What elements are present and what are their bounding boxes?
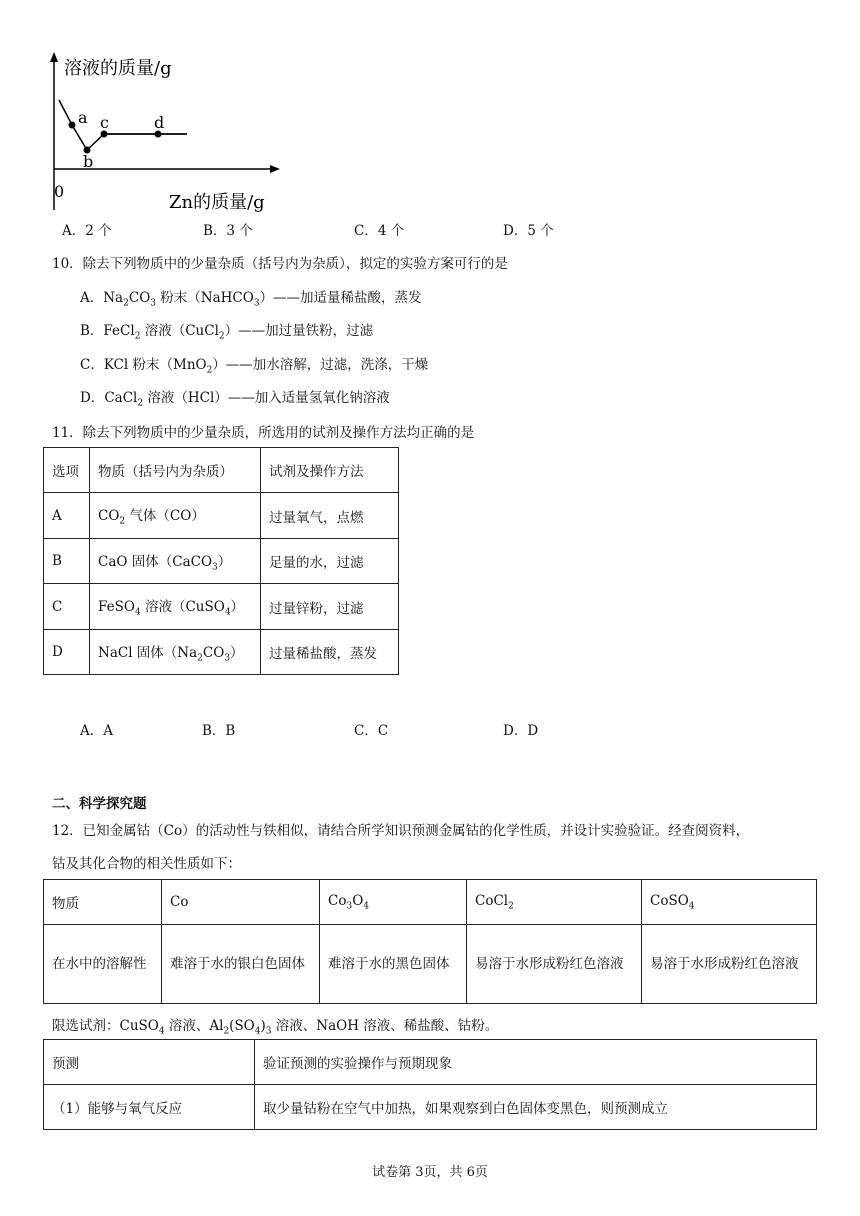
table1-co-solubility: 难溶于水的银白色固体 xyxy=(162,925,320,1004)
table-row xyxy=(44,925,817,1004)
table-row xyxy=(44,630,399,675)
q10-option-a[interactable]: A．$Na_2CO_3$ 粉末（NaHCO$_3$）——加适量稀盐酸，蒸发 xyxy=(80,290,422,309)
q10-option-d[interactable]: D．CaCl$_2$ 溶液（HCl）——加入适量氢氧化钠溶液 xyxy=(80,390,390,409)
reagents-line: 限选试剂：CuSO$_4$ 溶液、$Al_2(SO_4)_3$ 溶液、NaOH 溶液、稀盐酸、钴粉。 xyxy=(52,1018,499,1037)
table1-header-coso4: CoSO$_4$ xyxy=(642,880,817,925)
table2-header-prediction: 预测 xyxy=(44,1040,255,1085)
q11-header-substance: 物质（括号内为杂质） xyxy=(90,448,261,493)
graph-ylabel: 溶液的质量/g xyxy=(64,58,172,79)
q11-row-b-method: 足量的水，过滤 xyxy=(261,539,399,584)
q10-option-b[interactable]: B．FeCl$_2$ 溶液（CuCl$_2$）——加过量铁粉，过滤 xyxy=(80,323,374,342)
q11-choice-b[interactable]: B．B xyxy=(202,723,236,739)
q12-line1: 12．已知金属钴（Co）的活动性与铁相似，请结合所学知识预测金属钴的化学性质，并设计实验验证。经查阅资料， xyxy=(52,823,750,839)
q9-choice-a[interactable]: A．2 个 xyxy=(62,223,112,239)
q11-row-d-method: 过量稀盐酸，蒸发 xyxy=(261,630,399,675)
q11-row-a-option: A xyxy=(44,493,90,539)
q11-table xyxy=(43,447,399,675)
graph-xlabel: Zn的质量/g xyxy=(169,192,265,213)
table1-solubility-label: 在水中的溶解性 xyxy=(44,925,162,1004)
q11-row-c-substance: FeSO$_4$ 溶液（CuSO$_4$） xyxy=(90,584,261,630)
table1-cocl2-solubility: 易溶于水形成粉红色溶液 xyxy=(467,925,642,1004)
q9-choice-d[interactable]: D．5 个 xyxy=(503,223,554,239)
q11-choice-d[interactable]: D．D xyxy=(503,723,539,739)
prediction-table xyxy=(43,1039,817,1130)
q11-row-b-substance: CaO 固体（CaCO$_3$） xyxy=(90,539,261,584)
table1-header-co: Co xyxy=(162,880,320,925)
point-c-label: c xyxy=(100,113,109,132)
q9-choice-c[interactable]: C．4 个 xyxy=(354,223,405,239)
x-axis-arrow xyxy=(270,165,280,173)
table-row xyxy=(44,1085,817,1130)
table1-header-co3o4: $Co_3O_4$ xyxy=(320,880,467,925)
q11-row-c-option: C xyxy=(44,584,90,630)
cobalt-properties-table xyxy=(43,879,817,1004)
table1-header-cocl2: CoCl$_2$ xyxy=(467,880,642,925)
q11-header-method: 试剂及操作方法 xyxy=(261,448,399,493)
q11-row-a-substance: $CO_2$ 气体（CO） xyxy=(90,493,261,539)
q11-row-d-substance: NaCl 固体$(Na_2CO_3)$ xyxy=(90,630,261,675)
q11-header-row xyxy=(44,448,399,493)
q11-choice-a[interactable]: A．A xyxy=(80,723,113,739)
table-row xyxy=(44,1040,817,1085)
q9-choice-b[interactable]: B．3 个 xyxy=(203,223,253,239)
point-b-label: b xyxy=(83,152,94,171)
q10-option-c[interactable]: C．KCl 粉末（MnO$_2$）——加水溶解，过滤，洗涤，干燥 xyxy=(80,357,429,376)
table1-coso4-solubility: 易溶于水形成粉红色溶液 xyxy=(642,925,817,1004)
table2-prediction-1: （1）能够与氧气反应 xyxy=(44,1085,255,1130)
section-title: 二、科学探究题 xyxy=(52,796,147,812)
table2-header-verification: 验证预测的实验操作与预期现象 xyxy=(255,1040,817,1085)
point-d-label: d xyxy=(154,113,165,132)
q11-stem: 11．除去下列物质中的少量杂质，所选用的试剂及操作方法均正确的是 xyxy=(52,425,475,441)
q10-stem: 10．除去下列物质中的少量杂质（括号内为杂质），拟定的实验方案可行的是 xyxy=(52,256,508,272)
table-row xyxy=(44,539,399,584)
table-row xyxy=(44,493,399,539)
graph-origin: 0 xyxy=(54,182,65,201)
q11-row-d-option: D xyxy=(44,630,90,675)
table-row xyxy=(44,584,399,630)
table1-co3o4-solubility: 难溶于水的黑色固体 xyxy=(320,925,467,1004)
zn-mass-graph xyxy=(44,50,284,215)
q12-line2: 钴及其化合物的相关性质如下： xyxy=(52,856,241,872)
q11-row-b-option: B xyxy=(44,539,90,584)
q11-choice-c[interactable]: C．C xyxy=(354,723,389,739)
q11-header-option: 选项 xyxy=(44,448,90,493)
y-axis-arrow xyxy=(50,52,58,62)
table-row xyxy=(44,880,817,925)
page-footer: 试卷第 3页，共 6页 xyxy=(372,1165,488,1180)
point-a-label: a xyxy=(78,108,88,127)
q11-row-a-method: 过量氧气，点燃 xyxy=(261,493,399,539)
q11-row-c-method: 过量锌粉，过滤 xyxy=(261,584,399,630)
table1-header-substance: 物质 xyxy=(44,880,162,925)
point-a xyxy=(69,122,76,129)
table2-verification-1: 取少量钴粉在空气中加热，如果观察到白色固体变黑色，则预测成立 xyxy=(255,1085,817,1130)
